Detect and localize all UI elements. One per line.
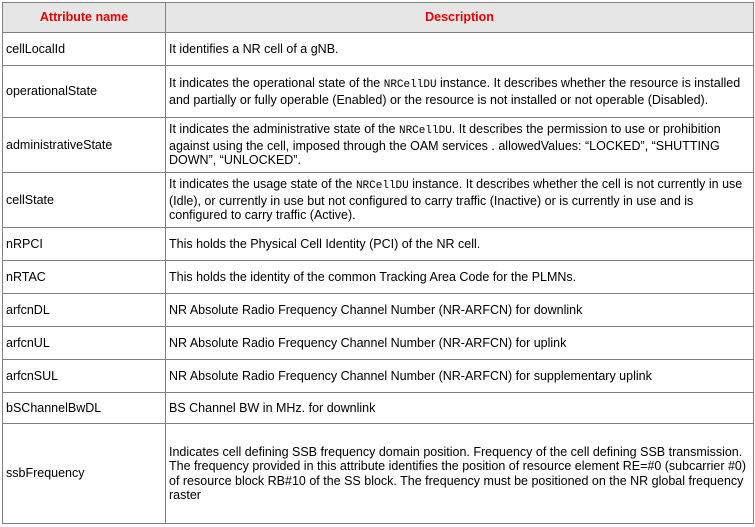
table-row	[3, 173, 754, 228]
attribute-description: Indicates cell defining SSB frequency domain position. Frequency of the cell defining SSB transmission. The frequency provided in this attribute identifies the position of resource element RE=#0 (subcarrier #0) of resource block RB#10 of the SS block. The frequency must be positioned on the NR global frequency raster	[166, 424, 754, 524]
header-row	[3, 3, 754, 33]
table-row	[3, 261, 754, 294]
attribute-name: administrativeState	[3, 118, 166, 173]
table-row	[3, 424, 754, 524]
attribute-name: operationalState	[3, 66, 166, 118]
attribute-description: It indicates the usage state of the NRCellDU instance. It describes whether the cell is not currently in use (Idle), or currently in use but not configured to carry traffic (Inactive) or is currently in use and is configured to carry traffic (Active).	[166, 173, 754, 228]
class-name-code: NRCellDU	[355, 180, 409, 193]
table-row	[3, 294, 754, 327]
attribute-description: NR Absolute Radio Frequency Channel Number (NR-ARFCN) for uplink	[166, 327, 754, 360]
attribute-name: nRTAC	[3, 261, 166, 294]
header-attribute-name: Attribute name	[3, 3, 166, 33]
table-row	[3, 327, 754, 360]
attribute-name: cellState	[3, 173, 166, 228]
table-row	[3, 393, 754, 424]
attribute-description: This holds the identity of the common Tracking Area Code for the PLMNs.	[166, 261, 754, 294]
header-description: Description	[166, 3, 754, 33]
attribute-description: It identifies a NR cell of a gNB.	[166, 33, 754, 66]
attribute-name: arfcnSUL	[3, 360, 166, 393]
attribute-description: It indicates the operational state of the NRCellDU instance. It describes whether the resource is installed and partially or fully operable (Enabled) or the resource is not installed or not operable (Disabled).	[166, 66, 754, 118]
attribute-name: ssbFrequency	[3, 424, 166, 524]
attribute-name: nRPCI	[3, 228, 166, 261]
table-row	[3, 228, 754, 261]
attribute-description: NR Absolute Radio Frequency Channel Number (NR-ARFCN) for supplementary uplink	[166, 360, 754, 393]
attribute-description: This holds the Physical Cell Identity (PCI) of the NR cell.	[166, 228, 754, 261]
attribute-name: cellLocalId	[3, 33, 166, 66]
attribute-description: BS Channel BW in MHz. for downlink	[166, 393, 754, 424]
attribute-table	[2, 2, 754, 524]
table-row	[3, 66, 754, 118]
attribute-name: arfcnUL	[3, 327, 166, 360]
class-name-code: NRCellDU	[383, 79, 437, 91]
attribute-description: It indicates the administrative state of the NRCellDU. It describes the permission to use or prohibition against using the cell, imposed through the OAM services . allowedValues: “LOCKED”, “SHUTTING DOWN”, “UNLOCKED”.	[166, 118, 754, 173]
attribute-name: arfcnDL	[3, 294, 166, 327]
table-row	[3, 118, 754, 173]
class-name-code: NRCellDU	[398, 125, 452, 138]
attribute-description: NR Absolute Radio Frequency Channel Number (NR-ARFCN) for downlink	[166, 294, 754, 327]
attribute-name: bSChannelBwDL	[3, 393, 166, 424]
table-row	[3, 33, 754, 66]
table-row	[3, 360, 754, 393]
